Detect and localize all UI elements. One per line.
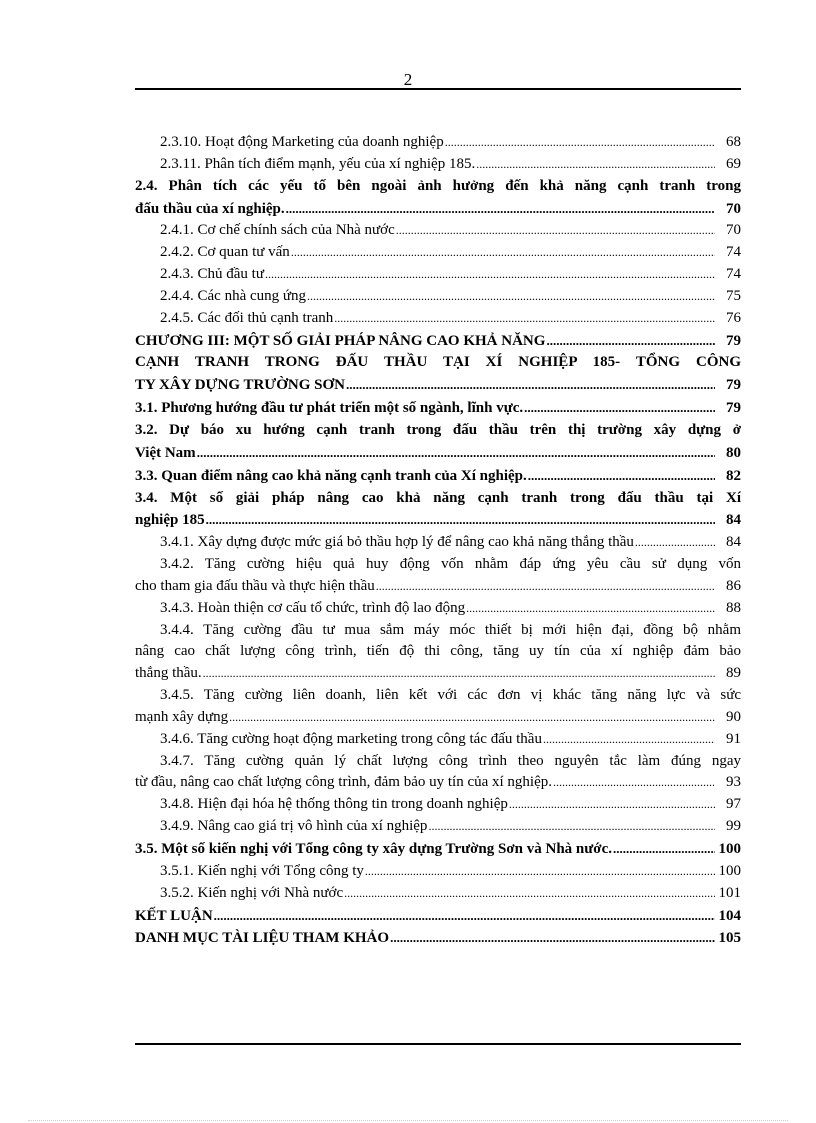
toc-page-number: 89	[726, 665, 741, 682]
dot-leader	[445, 132, 715, 154]
toc-entry-text: 3.4.8. Hiện đại hóa hệ thống thông tin trong doanh nghiệp	[160, 796, 508, 813]
toc-entry-text: thắng thầu.	[135, 665, 202, 682]
toc-entry	[135, 330, 741, 353]
toc-entry	[135, 352, 741, 397]
dot-leader	[376, 576, 715, 598]
toc-entry	[135, 729, 741, 751]
dot-leader	[543, 729, 715, 751]
dot-leader	[428, 816, 715, 838]
toc-entry-text: đấu thầu của xí nghiệp.	[135, 200, 285, 217]
toc-entry-text: 3.1. Phương hướng đầu tư phát triển một số ngành, lĩnh vực.	[135, 400, 524, 417]
toc-entry-text: 3.5.1. Kiến nghị với Tổng công ty	[160, 862, 364, 879]
toc-page-number: 101	[718, 884, 741, 901]
toc-entry-text: 3.4.9. Nâng cao giá trị vô hình của xí nghiệp	[160, 818, 428, 835]
dot-leader	[613, 838, 715, 861]
toc-entry	[135, 816, 741, 838]
toc-entry	[135, 286, 741, 308]
toc-entry-text: 2.3.10. Hoạt động Marketing của doanh nghiệp	[160, 134, 444, 150]
dot-leader	[286, 198, 715, 221]
dot-leader	[206, 509, 715, 532]
toc-entry	[135, 220, 741, 242]
toc-entry-text: Việt Nam	[135, 444, 196, 461]
toc-page-number: 79	[726, 400, 741, 417]
dot-leader	[229, 707, 715, 729]
toc-page-number: 74	[726, 244, 741, 261]
dot-leader	[396, 220, 715, 242]
toc-page-number: 68	[726, 134, 741, 150]
toc-page-number: 97	[726, 796, 741, 813]
table-of-contents	[135, 132, 741, 950]
toc-entry-text: 3.4.4. Tăng cường đầu tư mua sắm máy móc thiết bị mới hiện đại, đồng bộ nhằm	[160, 621, 741, 638]
dot-leader	[291, 242, 715, 264]
toc-entry-text: 2.4.3. Chủ đầu tư	[160, 266, 264, 283]
toc-entry-text: 3.4.5. Tăng cường liên doanh, liên kết với các đơn vị khác tăng năng lực và sức	[160, 687, 741, 704]
toc-page-number: 91	[726, 730, 741, 747]
toc-entry	[135, 598, 741, 620]
toc-entry	[135, 132, 741, 154]
toc-entry-text: 2.3.11. Phân tích điểm mạnh, yếu của xí nghiệp 185.	[160, 155, 476, 172]
toc-page-number: 88	[726, 599, 741, 616]
toc-entry	[135, 397, 741, 420]
toc-entry	[135, 905, 741, 928]
toc-entry	[135, 751, 741, 795]
toc-entry	[135, 176, 741, 221]
toc-page-number: 90	[726, 708, 741, 725]
page-edge-dots	[28, 1120, 788, 1121]
toc-entry-text: 3.5.2. Kiến nghị với Nhà nước	[160, 884, 344, 901]
toc-page-number: 79	[726, 377, 741, 394]
dot-leader	[265, 264, 715, 286]
toc-entry-text: 2.4.5. Các đối thủ cạnh tranh	[160, 309, 334, 326]
toc-entry	[135, 838, 741, 861]
toc-entry-text: 2.4.4. Các nhà cung ứng	[160, 287, 307, 304]
dot-leader	[476, 154, 715, 176]
toc-entry-text: 3.3. Quan điểm nâng cao khả năng cạnh tranh của Xí nghiệp.	[135, 467, 527, 484]
dot-leader	[524, 397, 715, 420]
dot-leader	[214, 905, 715, 928]
toc-page-number: 69	[726, 155, 741, 172]
dot-leader	[346, 374, 715, 397]
dot-leader	[334, 308, 715, 330]
toc-entry	[135, 794, 741, 816]
toc-entry	[135, 242, 741, 264]
toc-entry-text: mạnh xây dựng	[135, 708, 229, 725]
toc-entry-text: 3.4.7. Tăng cường quản lý chất lượng công trình theo nguyên tắc làm đúng ngay	[160, 752, 741, 769]
dot-leader	[203, 663, 715, 685]
toc-page-number: 100	[718, 841, 741, 857]
toc-entry-text: nâng cao chất lượng công trình, tiến độ thi công, tăng uy tín của xí nghiệp đảm bảo	[135, 643, 741, 660]
toc-page-number: 99	[726, 818, 741, 835]
header-rule	[135, 88, 741, 90]
toc-page-number: 75	[726, 287, 741, 304]
toc-page-number: 104	[718, 907, 741, 924]
dot-leader	[546, 330, 715, 353]
dot-leader	[528, 465, 715, 488]
toc-entry	[135, 264, 741, 286]
toc-entry-text: nghiệp 185	[135, 512, 205, 529]
toc-entry	[135, 488, 741, 533]
toc-entry	[135, 861, 741, 883]
toc-page-number: 74	[726, 266, 741, 283]
toc-entry	[135, 685, 741, 729]
toc-entry	[135, 154, 741, 176]
toc-entry-text: KẾT LUẬN	[135, 907, 213, 924]
toc-page-number: 70	[726, 200, 741, 217]
toc-entry-text: cho tham gia đấu thầu và thực hiện thầu	[135, 577, 375, 594]
toc-page-number: 84	[726, 512, 741, 529]
toc-entry-text: 2.4.2. Cơ quan tư vấn	[160, 244, 290, 261]
footer-rule	[135, 1043, 741, 1045]
toc-entry-text: 2.4. Phân tích các yếu tố bên ngoài ảnh hưởng đến khả năng cạnh tranh trong	[135, 177, 741, 194]
toc-entry-text: 3.4.1. Xây dựng được mức giá bỏ thầu hợp lý để nâng cao khả năng thắng thầu	[160, 534, 634, 551]
toc-entry	[135, 532, 741, 554]
dot-leader	[553, 772, 715, 794]
toc-entry	[135, 620, 741, 686]
toc-entry	[135, 420, 741, 465]
dot-leader	[390, 927, 714, 950]
toc-page-number: 76	[726, 309, 741, 326]
toc-entry-text: 3.4.6. Tăng cường hoạt động marketing trong công tác đấu thầu	[160, 730, 542, 747]
toc-entry	[135, 927, 741, 950]
dot-leader	[509, 794, 715, 816]
toc-entry	[135, 883, 741, 905]
toc-entry	[135, 554, 741, 598]
toc-page-number: 93	[726, 774, 741, 791]
toc-entry-text: 3.4.2. Tăng cường hiệu quả huy động vốn nhằm đáp ứng yêu cầu sử dụng vốn	[160, 556, 741, 573]
toc-page-number: 80	[726, 444, 741, 461]
toc-page-number: 70	[726, 222, 741, 239]
toc-entry-text: CHƯƠNG III: MỘT SỐ GIẢI PHÁP NÂNG CAO KHẢ NĂNG	[135, 332, 546, 349]
toc-entry-text: 3.5. Một số kiến nghị với Tổng công ty xây dựng Trường Sơn và Nhà nước.	[135, 841, 612, 857]
dot-leader	[344, 883, 714, 905]
dot-leader	[365, 861, 715, 883]
toc-page-number: 86	[726, 577, 741, 594]
toc-entry-text: 2.4.1. Cơ chế chính sách của Nhà nước	[160, 222, 395, 239]
dot-leader	[635, 532, 715, 554]
toc-entry-text: 3.2. Dự báo xu hướng cạnh tranh trong đấu thầu trên thị trường xây dựng ở	[135, 421, 741, 438]
toc-entry-text: CẠNH TRANH TRONG ĐẤU THẦU TẠI XÍ NGHIỆP 185- TỔNG CÔNG	[135, 354, 741, 371]
dot-leader	[197, 442, 715, 465]
toc-page-number: 105	[718, 930, 741, 947]
toc-page-number: 79	[726, 332, 741, 349]
toc-entry	[135, 308, 741, 330]
dot-leader	[307, 286, 715, 308]
toc-entry-text: 3.4.3. Hoàn thiện cơ cấu tổ chức, trình độ lao động	[160, 599, 466, 616]
toc-page-number: 84	[726, 534, 741, 551]
toc-entry-text: từ đầu, nâng cao chất lượng công trình, đảm bảo uy tín của xí nghiệp.	[135, 774, 553, 791]
toc-page-number: 100	[718, 862, 741, 879]
toc-entry-text: TY XÂY DỰNG TRƯỜNG SƠN	[135, 377, 346, 394]
toc-entry-text: DANH MỤC TÀI LIỆU THAM KHẢO	[135, 930, 390, 947]
toc-entry	[135, 465, 741, 488]
toc-page-number: 82	[726, 467, 741, 484]
dot-leader	[466, 598, 715, 620]
toc-entry-text: 3.4. Một số giải pháp nâng cao khả năng cạnh tranh trong đấu thầu tại Xí	[135, 489, 741, 506]
page-number: 2	[403, 70, 413, 89]
